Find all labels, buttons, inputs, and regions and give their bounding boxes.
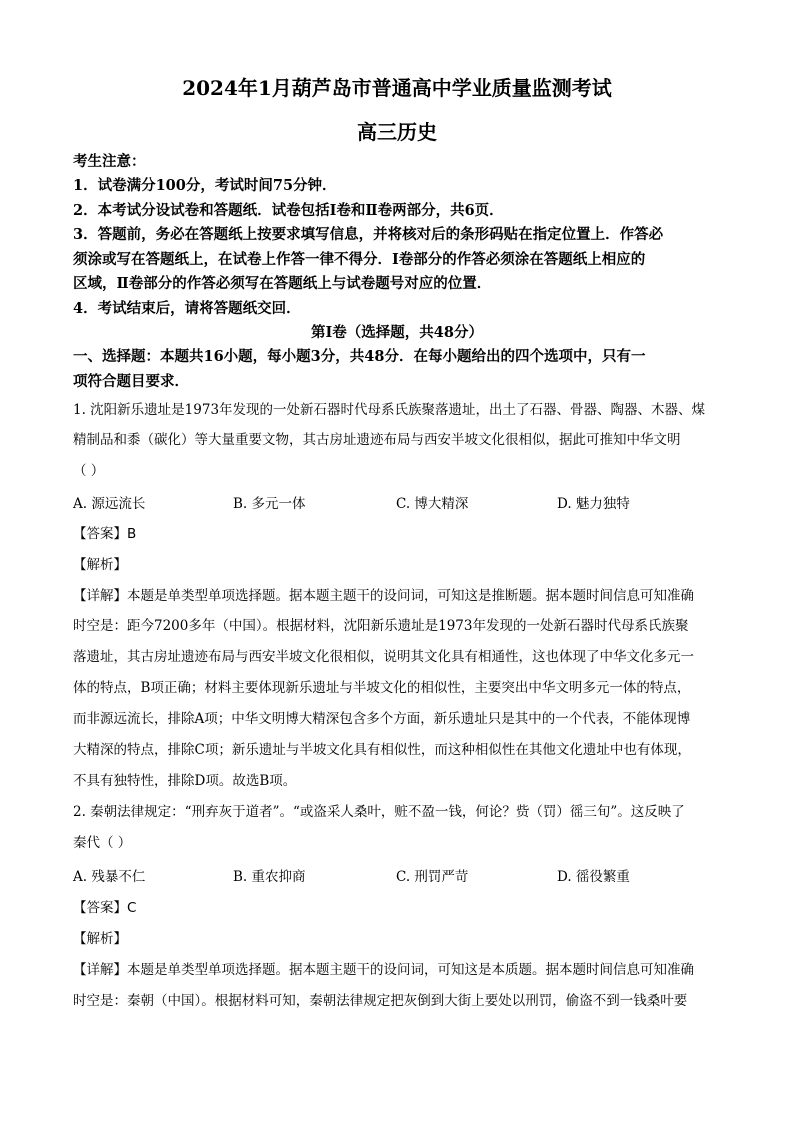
question-stem: 秦代（ ） xyxy=(73,835,132,851)
option-a: A. 源远流长 xyxy=(73,496,146,512)
detail-line: 【详解】本题是单类型单项选择题。据本题主题干的设问词，可知这是本质题。据本题时间信息可知准确 xyxy=(73,962,694,978)
notice-item: 2．本考试分设试卷和答题纸．试卷包括Ⅰ卷和Ⅱ卷两部分，共6页． xyxy=(73,202,504,219)
detail-line: 大精深的特点，排除C项；新乐遗址与半坡文化具有相似性，而这种相似性在其他文化遗址中也有体现， xyxy=(73,742,691,758)
detail-line: 不具有独特性，排除D项。故选B项。 xyxy=(73,773,297,789)
analysis-label: 【解析】 xyxy=(73,557,127,573)
notice-heading: 考生注意： xyxy=(73,153,146,170)
section-instruction: 一、选择题：本题共16小题，每小题3分，共48分．在每小题给出的四个选项中，只有一 xyxy=(73,348,646,365)
detail-line: 而非源远流长，排除A项；中华文明博大精深包含多个方面，新乐遗址只是其中的一个代表，不能体现博 xyxy=(73,711,691,727)
analysis-label: 【解析】 xyxy=(73,931,127,947)
option-c: C. 刑罚严苛 xyxy=(396,869,469,885)
answer-label: 【答案】C xyxy=(73,900,137,916)
question-stem: 2. 秦朝法律规定：“刑弃灰于道者”。“或盗采人桑叶，赃不盈一钱，何论？赀（罚）徭三旬”。这反映了 xyxy=(73,804,685,820)
notice-item: 1．试卷满分100分，考试时间75分钟． xyxy=(73,177,337,194)
detail-line: 时空是：秦朝（中国）。根据材料可知，秦朝法律规定把灰倒到大街上要处以刑罚，偷盗不到一钱桑叶要 xyxy=(73,993,688,1009)
option-d: D. 魅力独特 xyxy=(557,496,630,512)
detail-line: 时空是：距今7200多年（中国）。根据材料，沈阳新乐遗址是1973年发现的一处新石器时代母系氏族聚 xyxy=(73,618,689,634)
option-d: D. 徭役繁重 xyxy=(557,869,630,885)
option-b: B. 多元一体 xyxy=(233,496,306,512)
option-b: B. 重农抑商 xyxy=(233,869,306,885)
notice-item: 4．考试结束后，请将答题纸交回． xyxy=(73,300,301,317)
option-a: A. 残暴不仁 xyxy=(73,869,146,885)
option-c: C. 博大精深 xyxy=(396,496,469,512)
detail-line: 【详解】本题是单类型单项选择题。据本题主题干的设问词，可知这是推断题。据本题时间信息可知准确 xyxy=(73,588,694,604)
detail-line: 落遗址，其古房址遗迹布局与西安半坡文化很相似，说明其文化具有相通性，这也体现了中华文化多元一 xyxy=(73,649,694,665)
question-stem: 1. 沈阳新乐遗址是1973年发现的一处新石器时代母系氏族聚落遗址，出土了石器、骨器、陶器、木器、煤 xyxy=(73,402,706,418)
section-heading: 第Ⅰ卷（选择题，共48分） xyxy=(311,324,483,341)
question-stem: （ ） xyxy=(73,463,105,479)
notice-item: 须涂或写在答题纸上，在试卷上作答一律不得分．Ⅰ卷部分的作答必须涂在答题纸上相应的 xyxy=(73,251,646,268)
question-stem: 精制品和黍（碳化）等大量重要文物，其古房址遗迹布局与西安半坡文化很相似，据此可推知中华文明 xyxy=(73,432,681,448)
page-title: 2024年1月葫芦岛市普通高中学业质量监测考试 xyxy=(182,76,612,100)
section-instruction: 项符合题目要求． xyxy=(73,373,189,390)
page-subtitle: 高三历史 xyxy=(357,120,437,144)
detail-line: 体的特点，B项正确；材料主要体现新乐遗址与半坡文化的相似性，主要突出中华文明多元一体的特点， xyxy=(73,680,691,696)
answer-label: 【答案】B xyxy=(73,526,137,542)
notice-item: 3．答题前，务必在答题纸上按要求填写信息，并将核对后的条形码贴在指定位置上．作答必 xyxy=(73,226,664,243)
notice-item: 区域，Ⅱ卷部分的作答必须写在答题纸上与试卷题号对应的位置． xyxy=(73,275,492,292)
